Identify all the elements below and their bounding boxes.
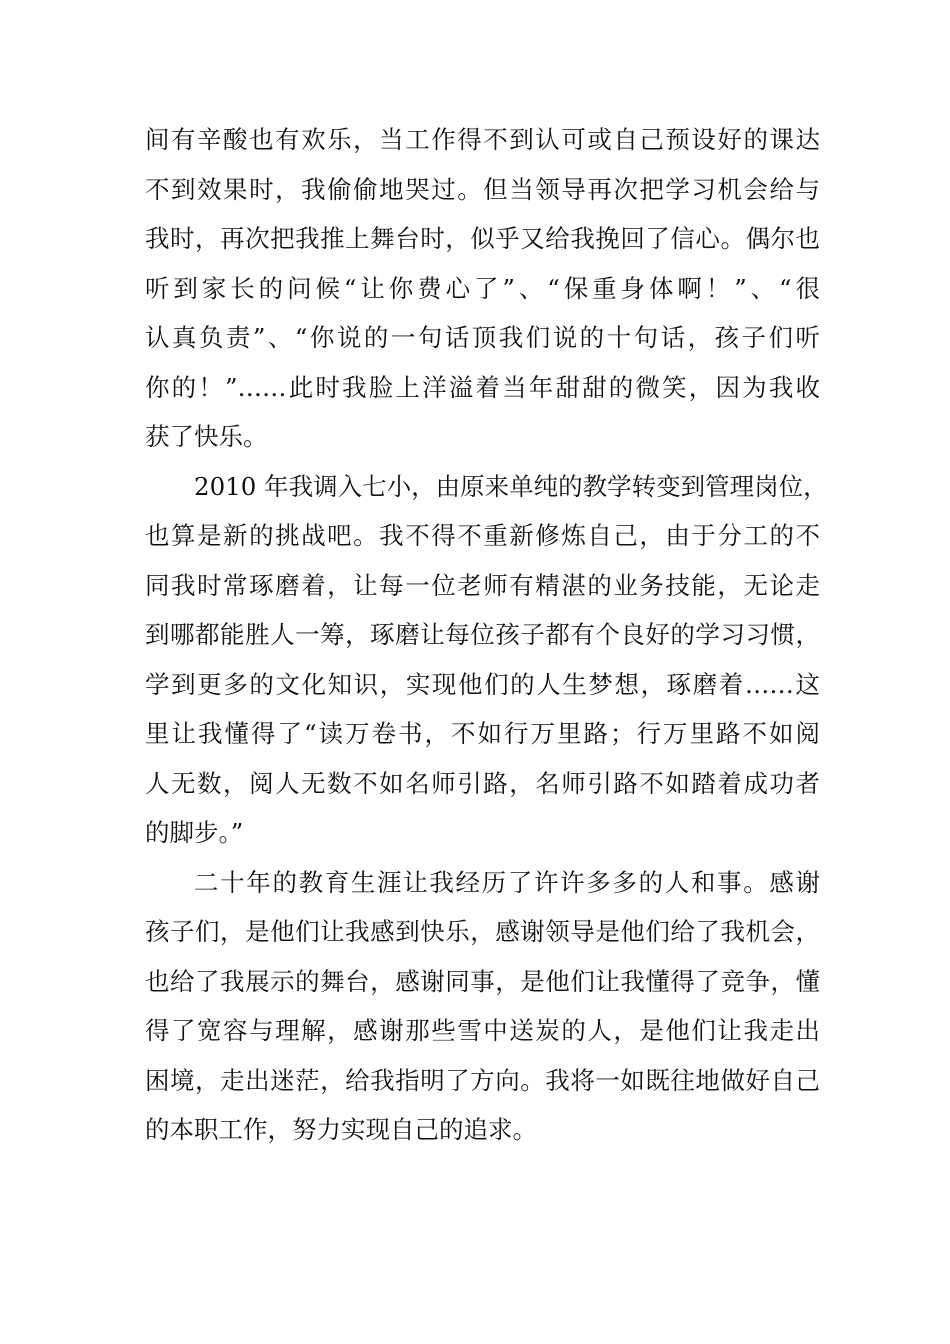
text-line: 我时，再次把我推上舞台时，似乎又给我挽回了信心。偶尔也 — [145, 224, 820, 253]
text-line: 困境，走出迷茫，给我指明了方向。我将一如既往地做好自己 — [145, 1065, 820, 1095]
text-line: 学到更多的文化知识，实现他们的人生梦想，琢磨着……这 — [145, 669, 820, 699]
text-line: 里让我懂得了“读万卷书，不如行万里路；行万里路不如阅 — [145, 719, 820, 748]
text-line: 得了宽容与理解，感谢那些雪中送炭的人，是他们让我走出 — [145, 1016, 820, 1045]
text-line: 你的！”……此时我脸上洋溢着当年甜甜的微笑，因为我收 — [145, 372, 820, 402]
text-line: 也算是新的挑战吧。我不得不重新修炼自己，由于分工的不 — [145, 521, 820, 550]
text-line: 孩子们，是他们让我感到快乐，感谢领导是他们给了我机会， — [145, 917, 820, 946]
text-line: 到哪都能胜人一筹，琢磨让每位孩子都有个良好的学习习惯， — [145, 620, 820, 649]
text-line: 人无数，阅人无数不如名师引路，名师引路不如踏着成功者 — [145, 768, 820, 798]
paragraph-3 — [145, 858, 820, 1155]
text-line: 获了快乐。 — [145, 422, 268, 451]
text-line: 不到效果时，我偷偷地哭过。但当领导再次把学习机会给与 — [145, 174, 820, 204]
paragraph-2 — [145, 462, 828, 858]
text-line: 的本职工作，努力实现自己的追求。 — [145, 1115, 537, 1144]
text-line: 同我时常琢磨着，让每一位老师有精湛的业务技能，无论走 — [145, 570, 820, 600]
text-line: 间有辛酸也有欢乐，当工作得不到认可或自己预设好的课达 — [145, 125, 820, 154]
text-line: 认真负责”、“你说的一句话顶我们说的十句话，孩子们听 — [145, 323, 820, 352]
text-line: 的脚步。” — [145, 818, 244, 847]
text-line: 二十年的教育生涯让我经历了许许多多的人和事。感谢 — [194, 867, 820, 897]
document-body — [145, 115, 828, 1155]
text-line: 也给了我展示的舞台，感谢同事，是他们让我懂得了竞争，懂 — [145, 966, 820, 996]
text-line: 2010 年我调入七小，由原来单纯的教学转变到管理岗位， — [194, 471, 828, 501]
paragraph-1 — [145, 115, 820, 462]
text-line: 听到家长的问候“让你费心了”、“保重身体啊！”、“很 — [145, 273, 820, 303]
